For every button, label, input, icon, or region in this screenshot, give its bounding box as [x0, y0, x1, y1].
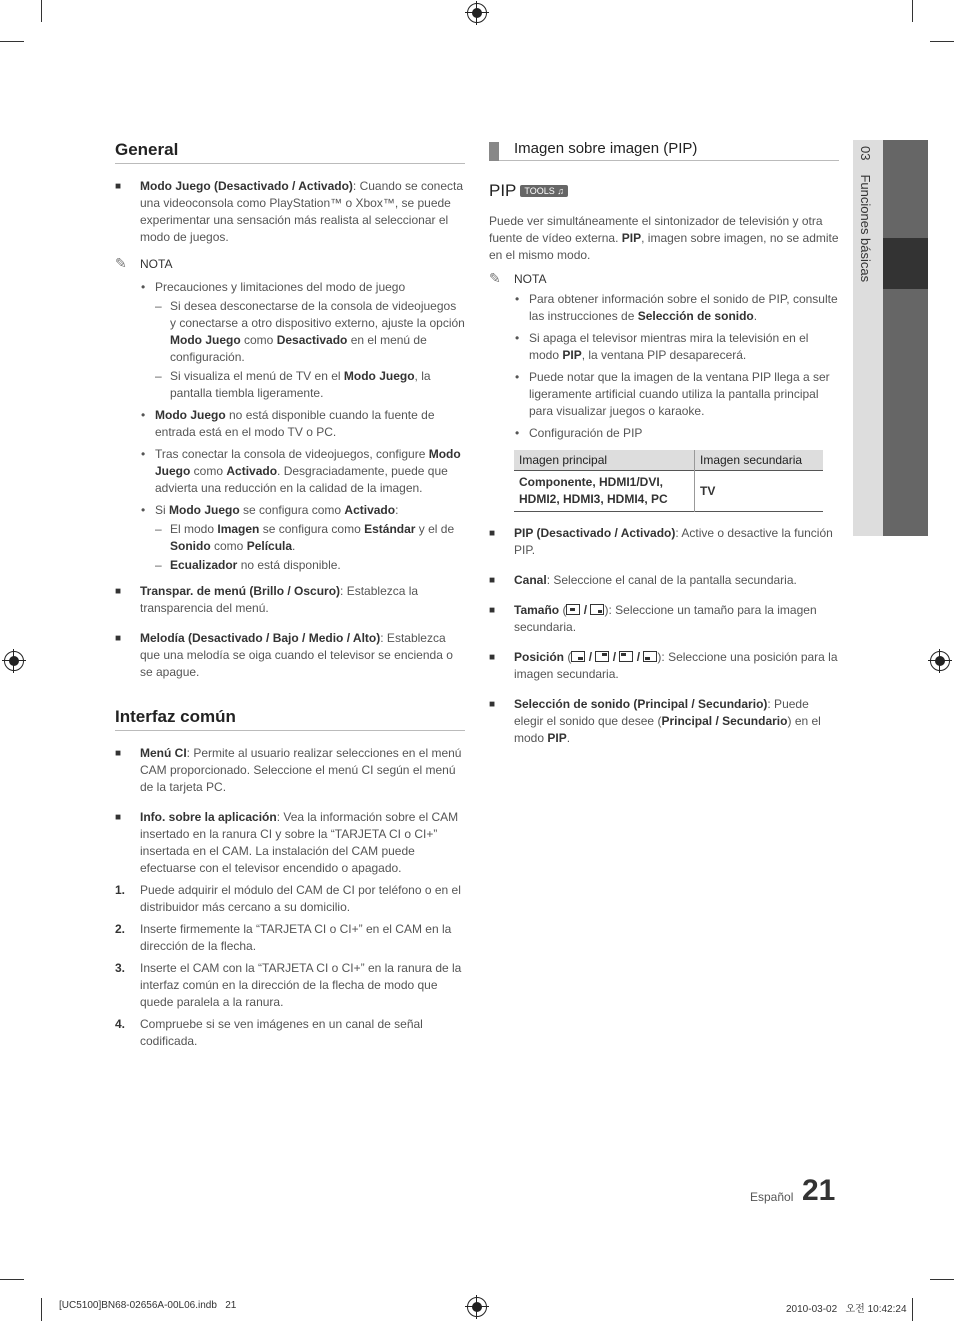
crop-mark [0, 1279, 24, 1280]
modo-juego-item: ■ Modo Juego (Desactivado / Activado): Cuando se conecta una videoconsola como PlayStation™ o Xbox™, se puede experimentar una sensación más realista al seleccionar el modo de juegos. [115, 178, 465, 246]
crop-mark [930, 41, 954, 42]
nota-subitem: – Ecualizador no está disponible. [115, 557, 465, 574]
left-column [115, 140, 465, 1050]
pip-section-heading: Imagen sobre imagen (PIP) [489, 140, 839, 161]
nota-item: • Modo Juego no está disponible cuando la fuente de entrada está en el modo TV o PC. [115, 407, 465, 441]
nota-subitem: – El modo Imagen se configura como Estándar y el de Sonido como Película. [115, 521, 465, 555]
melodia-item: ■ Melodía (Desactivado / Bajo / Medio / Alto): Establezca que una melodía se oiga cuando el televisor se encienda o se apague. [115, 630, 465, 681]
table-header: Imagen principal [514, 450, 695, 471]
crop-mark [912, 1298, 913, 1321]
crop-mark [41, 0, 42, 22]
nota-item: • Tras conectar la consola de videojuegos, configure Modo Juego como Activado. Desgraciadamente, puede que advierta una reducción en la calidad de la imagen. [115, 446, 465, 497]
nota-subitem: – Si visualiza el menú de TV en el Modo Juego, la pantalla tiembla ligeramente. [115, 368, 465, 402]
registration-mark-icon [467, 3, 487, 23]
pencil-icon: ✎ [489, 270, 501, 286]
table-header: Imagen secundaria [700, 453, 803, 467]
page-number: 21 [802, 1174, 836, 1207]
pip-intro: Puede ver simultáneamente el sintonizador de televisión y otra fuente de vídeo externa. PIP, imagen sobre imagen, no se admite en el mismo modo. [489, 214, 839, 262]
size-large-icon [566, 604, 580, 615]
tools-badge: TOOLS ♫ [520, 185, 568, 197]
registration-mark-icon [467, 1297, 487, 1317]
step-item: 1. Puede adquirir el módulo del CAM de CI por teléfono o en el distribuidor más cercano a su domicilio. [115, 883, 461, 914]
step-item: 3. Inserte el CAM con la “TARJETA CI o CI+” en la ranura de la interfaz común en la dirección de la flecha de modo que quede paralela a la ranura. [115, 961, 462, 1009]
nota-block: ✎ NOTA [489, 270, 547, 286]
nota-block: ✎ NOTA [115, 255, 173, 271]
table-header-row [514, 450, 823, 471]
nota-item: • Para obtener información sobre el sonido de PIP, consulte las instrucciones de Selección de sonido. [489, 291, 839, 325]
table-cell: Componente, HDMI1/DVI, HDMI2, HDMI3, HDMI4, PC [514, 471, 695, 512]
footer-date: 2010-03-02 오전 10:42:24 [786, 1304, 907, 1315]
general-heading: General [115, 140, 465, 164]
nota-item: • Puede notar que la imagen de la ventana PIP llega a ser ligeramente artificial cuando utiliza la pantalla principal para visualizar juegos o karaoke. [489, 369, 839, 420]
chapter-title: Funciones básicas [858, 174, 873, 283]
step-item: 4. Compruebe si se ven imágenes en un canal de señal codificada. [115, 1017, 423, 1048]
footer-language: Español [750, 1190, 794, 1204]
crop-mark [930, 1279, 954, 1280]
position-bottom-left-icon [643, 651, 657, 662]
pip-option-item: ■ PIP (Desactivado / Activado): Active o desactive la función PIP. [489, 525, 839, 559]
position-top-left-icon [619, 651, 633, 662]
chapter-tab-dark [883, 289, 928, 536]
table-cell: TV [700, 484, 716, 498]
registration-mark-icon [930, 651, 950, 671]
interfaz-heading: Interfaz común [115, 707, 465, 731]
tamano-item: ■ Tamaño ( / ): Seleccione un tamaño para la imagen secundaria. [489, 602, 839, 636]
pip-title: PIP TOOLS ♫ [489, 181, 839, 201]
menu-ci-item: ■ Menú CI: Permite al usuario realizar selecciones en el menú CAM proporcionado. Seleccione el menú CI según el menú de la tarjeta PC. [115, 745, 465, 796]
footer-file: [UC5100]BN68-02656A-00L06.indb 21 [59, 1300, 237, 1311]
crop-mark [41, 1298, 42, 1321]
table-row [514, 471, 823, 512]
nota-item: • Si Modo Juego se configura como Activado: [115, 502, 465, 519]
nota-item: • Configuración de PIP [489, 425, 839, 442]
nota-subitem: – Si desea desconectarse de la consola de videojuegos y conectarse a otro dispositivo externo, ajuste la opción Modo Juego como Desactivado en el menú de configuración. [115, 298, 465, 366]
right-column [489, 140, 839, 747]
crop-mark [0, 41, 24, 42]
chapter-tab-dark [883, 140, 928, 238]
chapter-tab-active [883, 238, 928, 289]
transpar-item: ■ Transpar. de menú (Brillo / Oscuro): Establezca la transparencia del menú. [115, 583, 465, 617]
step-item: 2. Inserte firmemente la “TARJETA CI o CI+” en el CAM en la dirección de la flecha. [115, 922, 452, 953]
registration-mark-icon [4, 651, 24, 671]
position-bottom-right-icon [571, 651, 585, 662]
nota-item: • Si apaga el televisor mientras mira la televisión en el modo PIP, la ventana PIP desaparecerá. [489, 330, 839, 364]
pip-config-table [514, 450, 823, 512]
crop-mark [912, 0, 913, 22]
chapter-number: 03 [858, 146, 873, 161]
size-small-icon [590, 604, 604, 615]
canal-item: ■ Canal: Seleccione el canal de la pantalla secundaria. [489, 572, 839, 589]
section-marker [489, 142, 499, 161]
info-app-item: ■ Info. sobre la aplicación: Vea la información sobre el CAM insertado en la ranura CI y sobre la “TARJETA CI o CI+” insertada en el CAM. La instalación del CAM puede efectuarse con el televisor encendido o apagado. [115, 809, 465, 877]
posicion-item: ■ Posición ( / / / ): Seleccione una posición para la imagen secundaria. [489, 649, 839, 683]
nota-item: • Precauciones y limitaciones del modo de juego [115, 279, 465, 296]
position-top-right-icon [595, 651, 609, 662]
pencil-icon: ✎ [115, 255, 127, 271]
chapter-label [858, 146, 873, 282]
sonido-item: ■ Selección de sonido (Principal / Secundario): Puede elegir el sonido que desee (Principal / Secundario) en el modo PIP. [489, 696, 839, 747]
